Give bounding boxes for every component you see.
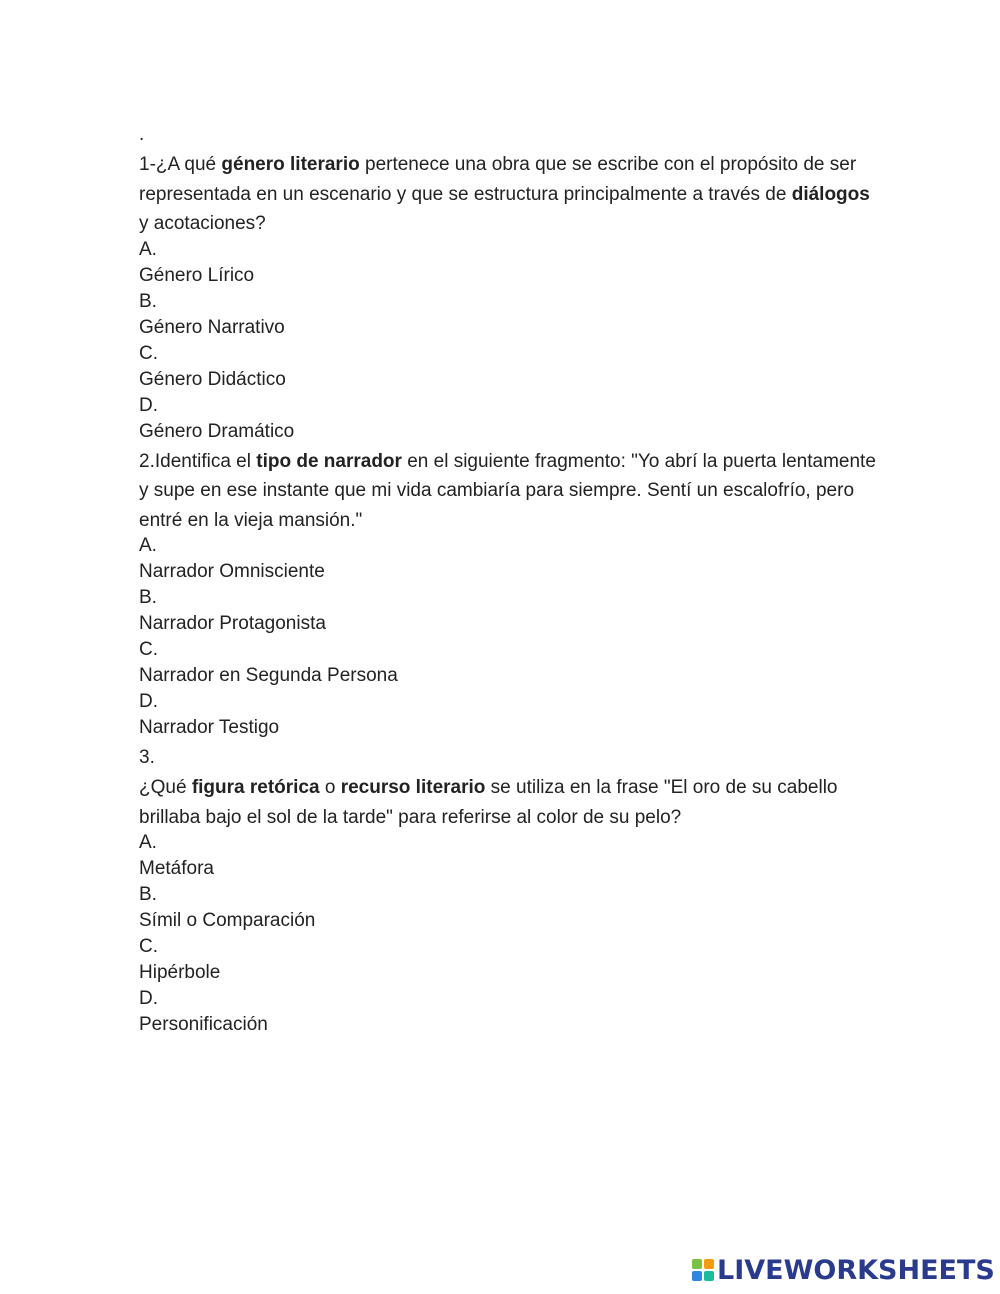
q3-bold-recurso: recurso literario [340,777,486,798]
q3-prefix: ¿Qué [139,777,192,798]
q1-option-a-letter: A. [139,238,157,260]
liveworksheets-logo-text: LIVEWORKSHEETS [717,1254,995,1286]
q1-options [139,239,879,447]
logo-square-blue [692,1271,702,1281]
q2-option-d-letter: D. [139,691,158,712]
question-3-number: 3. [139,747,155,768]
q2-suffix: en el siguiente fragmento: "Yo abrí la puerta lentamente y supe en ese instante que mi vida cambiaría para siempre. Sentí un escalofrío, pero entré en la vieja mansión." [139,450,876,531]
q1-bold-genero: género literario [221,154,360,175]
question-2-text [139,447,879,536]
q2-option-a-letter: A. [139,535,157,556]
stray-dot: . [139,124,145,145]
q1-option-b[interactable]: Género Narrativo [139,316,285,338]
q3-option-a-letter: A. [139,832,157,853]
question-1-text [139,150,879,239]
q2-option-b[interactable]: Narrador Protagonista [139,613,326,634]
q2-option-a[interactable]: Narrador Omnisciente [139,561,325,582]
q2-prefix: 2.Identifica el [139,450,257,472]
q3-option-c[interactable]: Hipérbole [139,962,221,983]
q3-option-d[interactable]: Personificación [139,1014,268,1035]
q2-option-b-letter: B. [139,587,157,608]
question-3-text [139,773,879,832]
q1-suffix: y acotaciones? [139,213,266,234]
q2-option-c[interactable]: Narrador en Segunda Persona [139,665,398,686]
q1-option-a[interactable]: Género Lírico [139,264,255,286]
q2-option-d[interactable]: Narrador Testigo [139,717,280,738]
q2-options [139,535,879,743]
q3-option-c-letter: C. [139,936,158,957]
q3-option-d-letter: D. [139,988,158,1009]
q1-mid: pertenece una obra que se escribe con el propósito de ser representada en un escenario y que se estructura principalmente a través de [139,154,857,205]
liveworksheets-logo [692,1253,995,1287]
q3-option-b[interactable]: Símil o Comparación [139,910,316,931]
q2-bold-tipo-narrador: tipo de narrador [256,450,402,472]
q3-options [139,832,879,1040]
q3-mid: o [319,777,341,798]
q2-option-c-letter: C. [139,639,158,660]
q1-prefix: 1-¿A qué [139,154,222,175]
q3-suffix: se utiliza en la frase "El oro de su cabello brillaba bajo el sol de la tarde" para referirse al color de su pelo? [139,777,838,828]
q1-option-c[interactable]: Género Didáctico [139,368,286,390]
q1-option-d[interactable]: Género Dramático [139,420,295,442]
q1-bold-dialogos: diálogos [791,183,870,205]
logo-square-teal [704,1271,714,1281]
logo-square-green [692,1259,702,1269]
q1-option-b-letter: B. [139,290,157,312]
q3-option-b-letter: B. [139,884,157,905]
q3-option-a[interactable]: Metáfora [139,858,214,879]
logo-square-orange [704,1259,714,1269]
q1-option-d-letter: D. [139,394,158,416]
worksheet [139,120,879,1040]
q1-option-c-letter: C. [139,342,158,364]
q3-bold-figura: figura retórica [191,777,320,798]
liveworksheets-logo-icon [692,1259,714,1281]
